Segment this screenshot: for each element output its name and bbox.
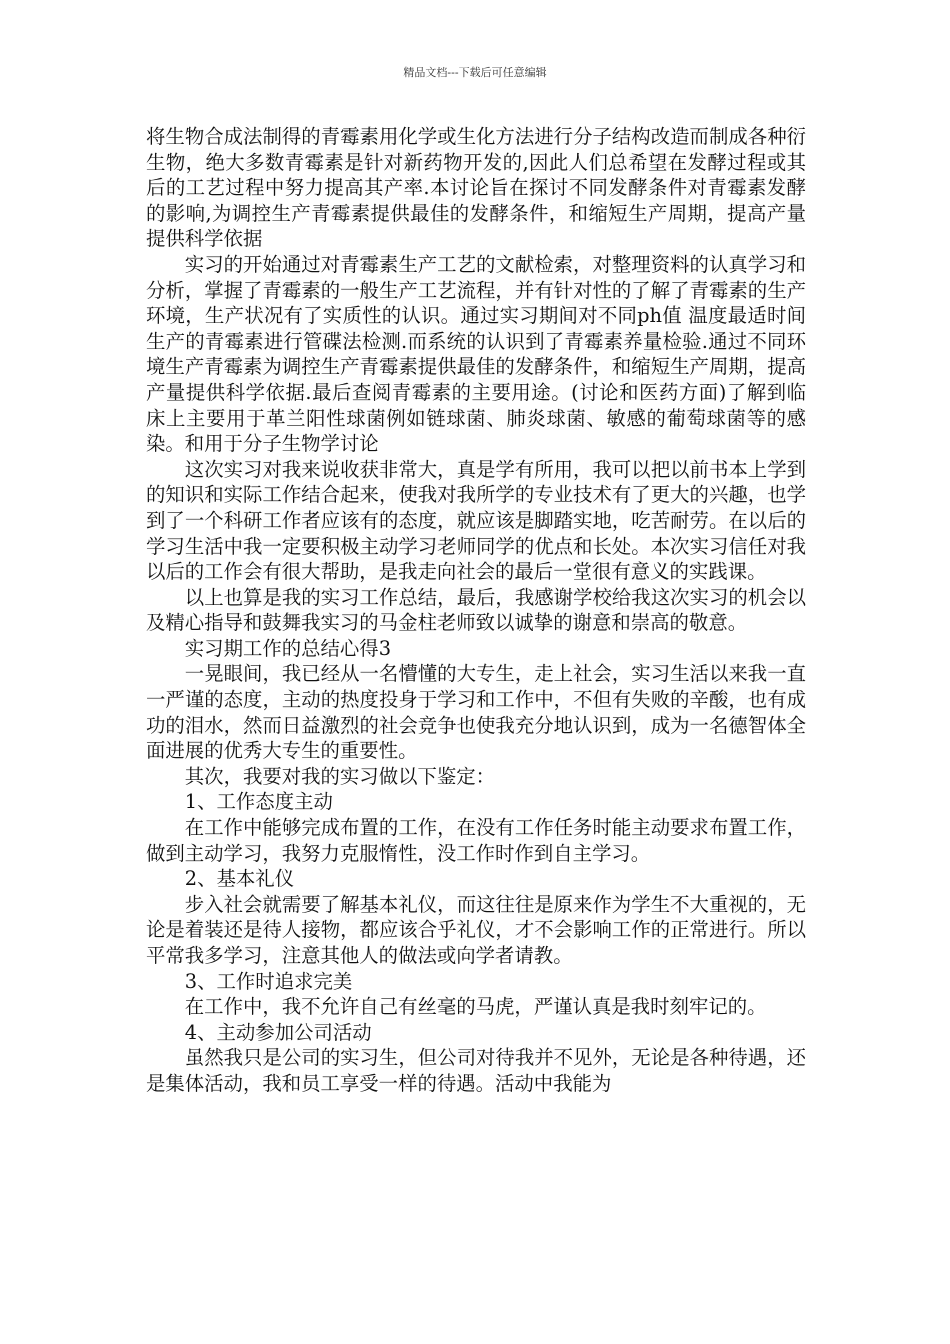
list-heading: 2、基本礼仪	[184, 867, 295, 891]
paragraph: 步入社会就需要了解基本礼仪，而这往往是原来作为学生不大重视的，无论是着装还是待人接物，都应该合乎礼仪，才不会影响工作的正常进行。所以平常我多学习，注意其他人的做法或向学者请教。	[146, 892, 806, 967]
page-header: 精品文档---下载后可任意编辑	[403, 66, 547, 79]
paragraph: 这次实习对我来说收获非常大，真是学有所用，我可以把以前书本上学到的知识和实际工作结合起来，使我对我所学的专业技术有了更大的兴趣，也学到了一个科研工作者应该有的态度，就应该是脚踏实地，吃苦耐劳。在以后的学习生活中我一定要积极主动学习老师同学的优点和长处。本次实习信任对我以后的工作会有很大帮助，是我走向社会的最后一堂很有意义的实践课。	[146, 457, 806, 584]
section-heading: 实习期工作的总结心得3	[184, 636, 392, 660]
paragraph: 其次，我要对我的实习做以下鉴定：	[184, 764, 496, 788]
paragraph: 在工作中，我不允许自己有丝毫的马虎，严谨认真是我时刻牢记的。	[184, 995, 767, 1019]
paragraph: 在工作中能够完成布置的工作，在没有工作任务时能主动要求布置工作，做到主动学习，我努力克服惰性，没工作时作到自主学习。	[146, 816, 806, 865]
document-body	[146, 124, 806, 1097]
list-heading: 1、工作态度主动	[184, 790, 333, 814]
paragraph: 一晃眼间，我已经从一名懵懂的大专生，走上社会，实习生活以来我一直一严谨的态度，主动的热度投身于学习和工作中，不但有失败的辛酸，也有成功的泪水，然而日益激烈的社会竞争也使我充分地认识到，成为一名德智体全面进展的优秀大专生的重要性。	[146, 662, 806, 763]
paragraph: 将生物合成法制得的青霉素用化学或生化方法进行分子结构改造而制成各种衍生物，绝大多数青霉素是针对新药物开发的,因此人们总希望在发酵过程或其后的工艺过程中努力提高其产率.本讨论旨在探讨不同发酵条件对青霉素发酵的影响,为调控生产青霉素提供最佳的发酵条件，和缩短生产周期，提高产量提供科学依据	[146, 125, 806, 251]
paragraph: 实习的开始通过对青霉素生产工艺的文献检索，对整理资料的认真学习和分析，掌握了青霉素的一般生产工艺流程，并有针对性的了解了青霉素的生产环境，生产状况有了实质性的认识。通过实习期间对不同ph值 温度最适时间生产的青霉素进行管碟法检测.而系统的认识到了青霉素养量检验.通过不同环境生产青霉素为调控生产青霉素提供最佳的发酵条件，和缩短生产周期，提高产量提供科学依据.最后查阅青霉素的主要用途。(讨论和医药方面)了解到临床上主要用于革兰阳性球菌例如链球菌、肺炎球菌、敏感的葡萄球菌等的感染。和用于分子生物学讨论	[146, 252, 806, 456]
paragraph: 虽然我只是公司的实习生，但公司对待我并不见外，无论是各种待遇，还是集体活动，我和员工享受一样的待遇。活动中我能为	[146, 1046, 806, 1095]
list-heading: 4、主动参加公司活动	[184, 1020, 372, 1044]
list-heading: 3、工作时追求完美	[184, 969, 353, 993]
paragraph: 以上也算是我的实习工作总结，最后，我感谢学校给我这次实习的机会以及精心指导和鼓舞我实习的马金柱老师致以诚挚的谢意和崇高的敬意。	[146, 585, 806, 635]
